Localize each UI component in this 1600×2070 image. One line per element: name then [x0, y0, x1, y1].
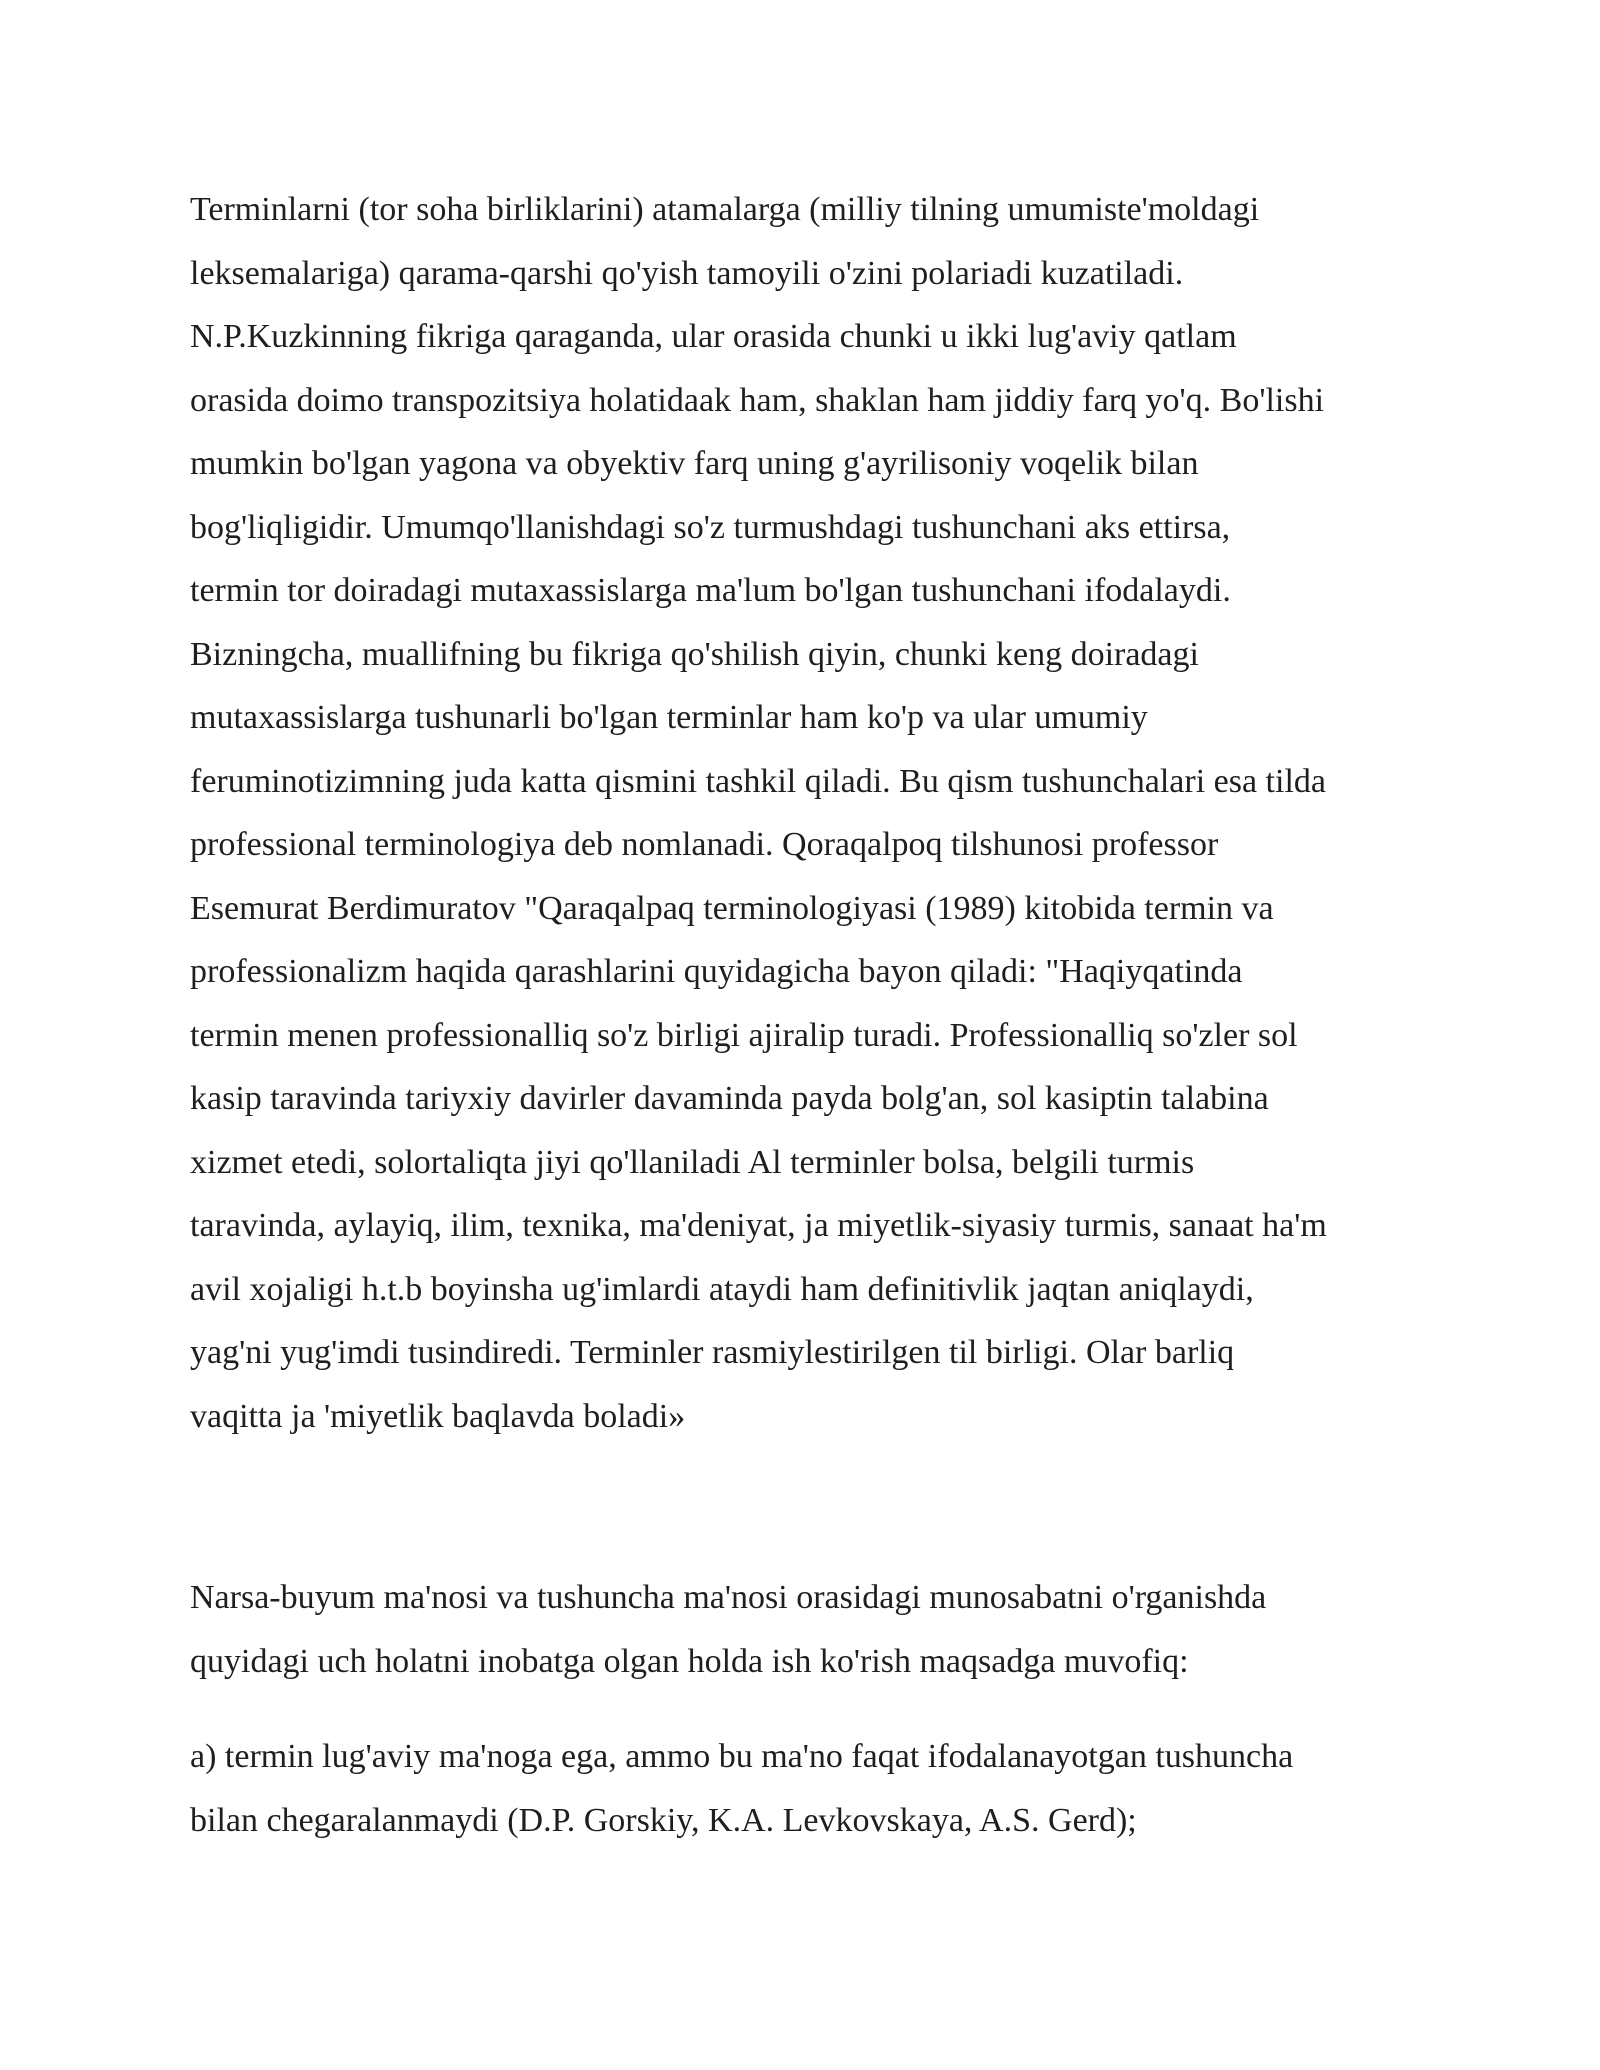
paragraph-list-item-a: a) termin lug'aviy ma'noga ega, ammo bu ma'no faqat ifodalanayotgan tushuncha bilan chegaralanmaydi (D.P. Gorskiy, K.A. Levkovskaya, A.S. Gerd); — [190, 1738, 1294, 1839]
paragraph-meaning-relation: Narsa-buyum ma'nosi va tushuncha ma'nosi orasidagi munosabatni o'rganishda quyidagi uch holatni inobatga olgan holda ish ko'rish maqsadga muvofiq: — [190, 1579, 1267, 1680]
paragraph-terminology: Terminlarni (tor soha birliklarini) atamalarga (milliy tilning umumiste'moldagi leksemalariga) qarama-qarshi qo'yish tamoyili o'zini polariadi kuzatiladi. N.P.Kuzkinning fikriga qaraganda, ular orasida chunki u ikki lug'aviy qatlam orasida doimo transpozitsiya holatidaak ham, shaklan ham jiddiy farq yo'q. Bo'lishi mumkin bo'lgan yagona va obyektiv farq uning g'ayrilisoniy voqelik bilan bog'liqligidir. Umumqo'llanishdagi so'z turmushdagi tushunchani aks ettirsa, termin tor doiradagi mutaxassislarga ma'lum bo'lgan tushunchani ifodalaydi. Bizningcha, muallifning bu fikriga qo'shilish qiyin, chunki keng doiradagi mutaxassislarga tushunarli bo'lgan terminlar ham ko'p va ular umumiy feruminotizimning juda katta qismini tashkil qiladi. Bu qism tushunchalari esa tilda professional terminologiya deb nomlanadi. Qoraqalpoq tilshunosi professor Esemurat Berdimuratov "Qaraqalpaq terminologiyasi (1989) kitobida termin va professionalizm haqida qarashlarini quyidagicha bayon qiladi: "Haqiyqatinda termin menen professionalliq so'z birligi ajiralip turadi. Professionalliq so'zler sol kasip taravinda tariyxiy davirler davaminda payda bolg'an, sol kasiptin talabina xizmet etedi, solortaliqta jiyi qo'llaniladi Al terminler bolsa, belgili turmis taravinda, aylayiq, ilim, texnika, ma'deniyat, ja miyetlik-siyasiy turmis, sanaat ha'm avil xojaligi h.t.b boyinsha ug'imlardi ataydi ham definitivlik jaqtan aniqlaydi, yag'ni yug'imdi tusindiredi. Terminler rasmiylestirilgen til birligi. Olar barliq vaqitta ja 'miyetlik baqlavda boladi» — [190, 191, 1327, 1435]
